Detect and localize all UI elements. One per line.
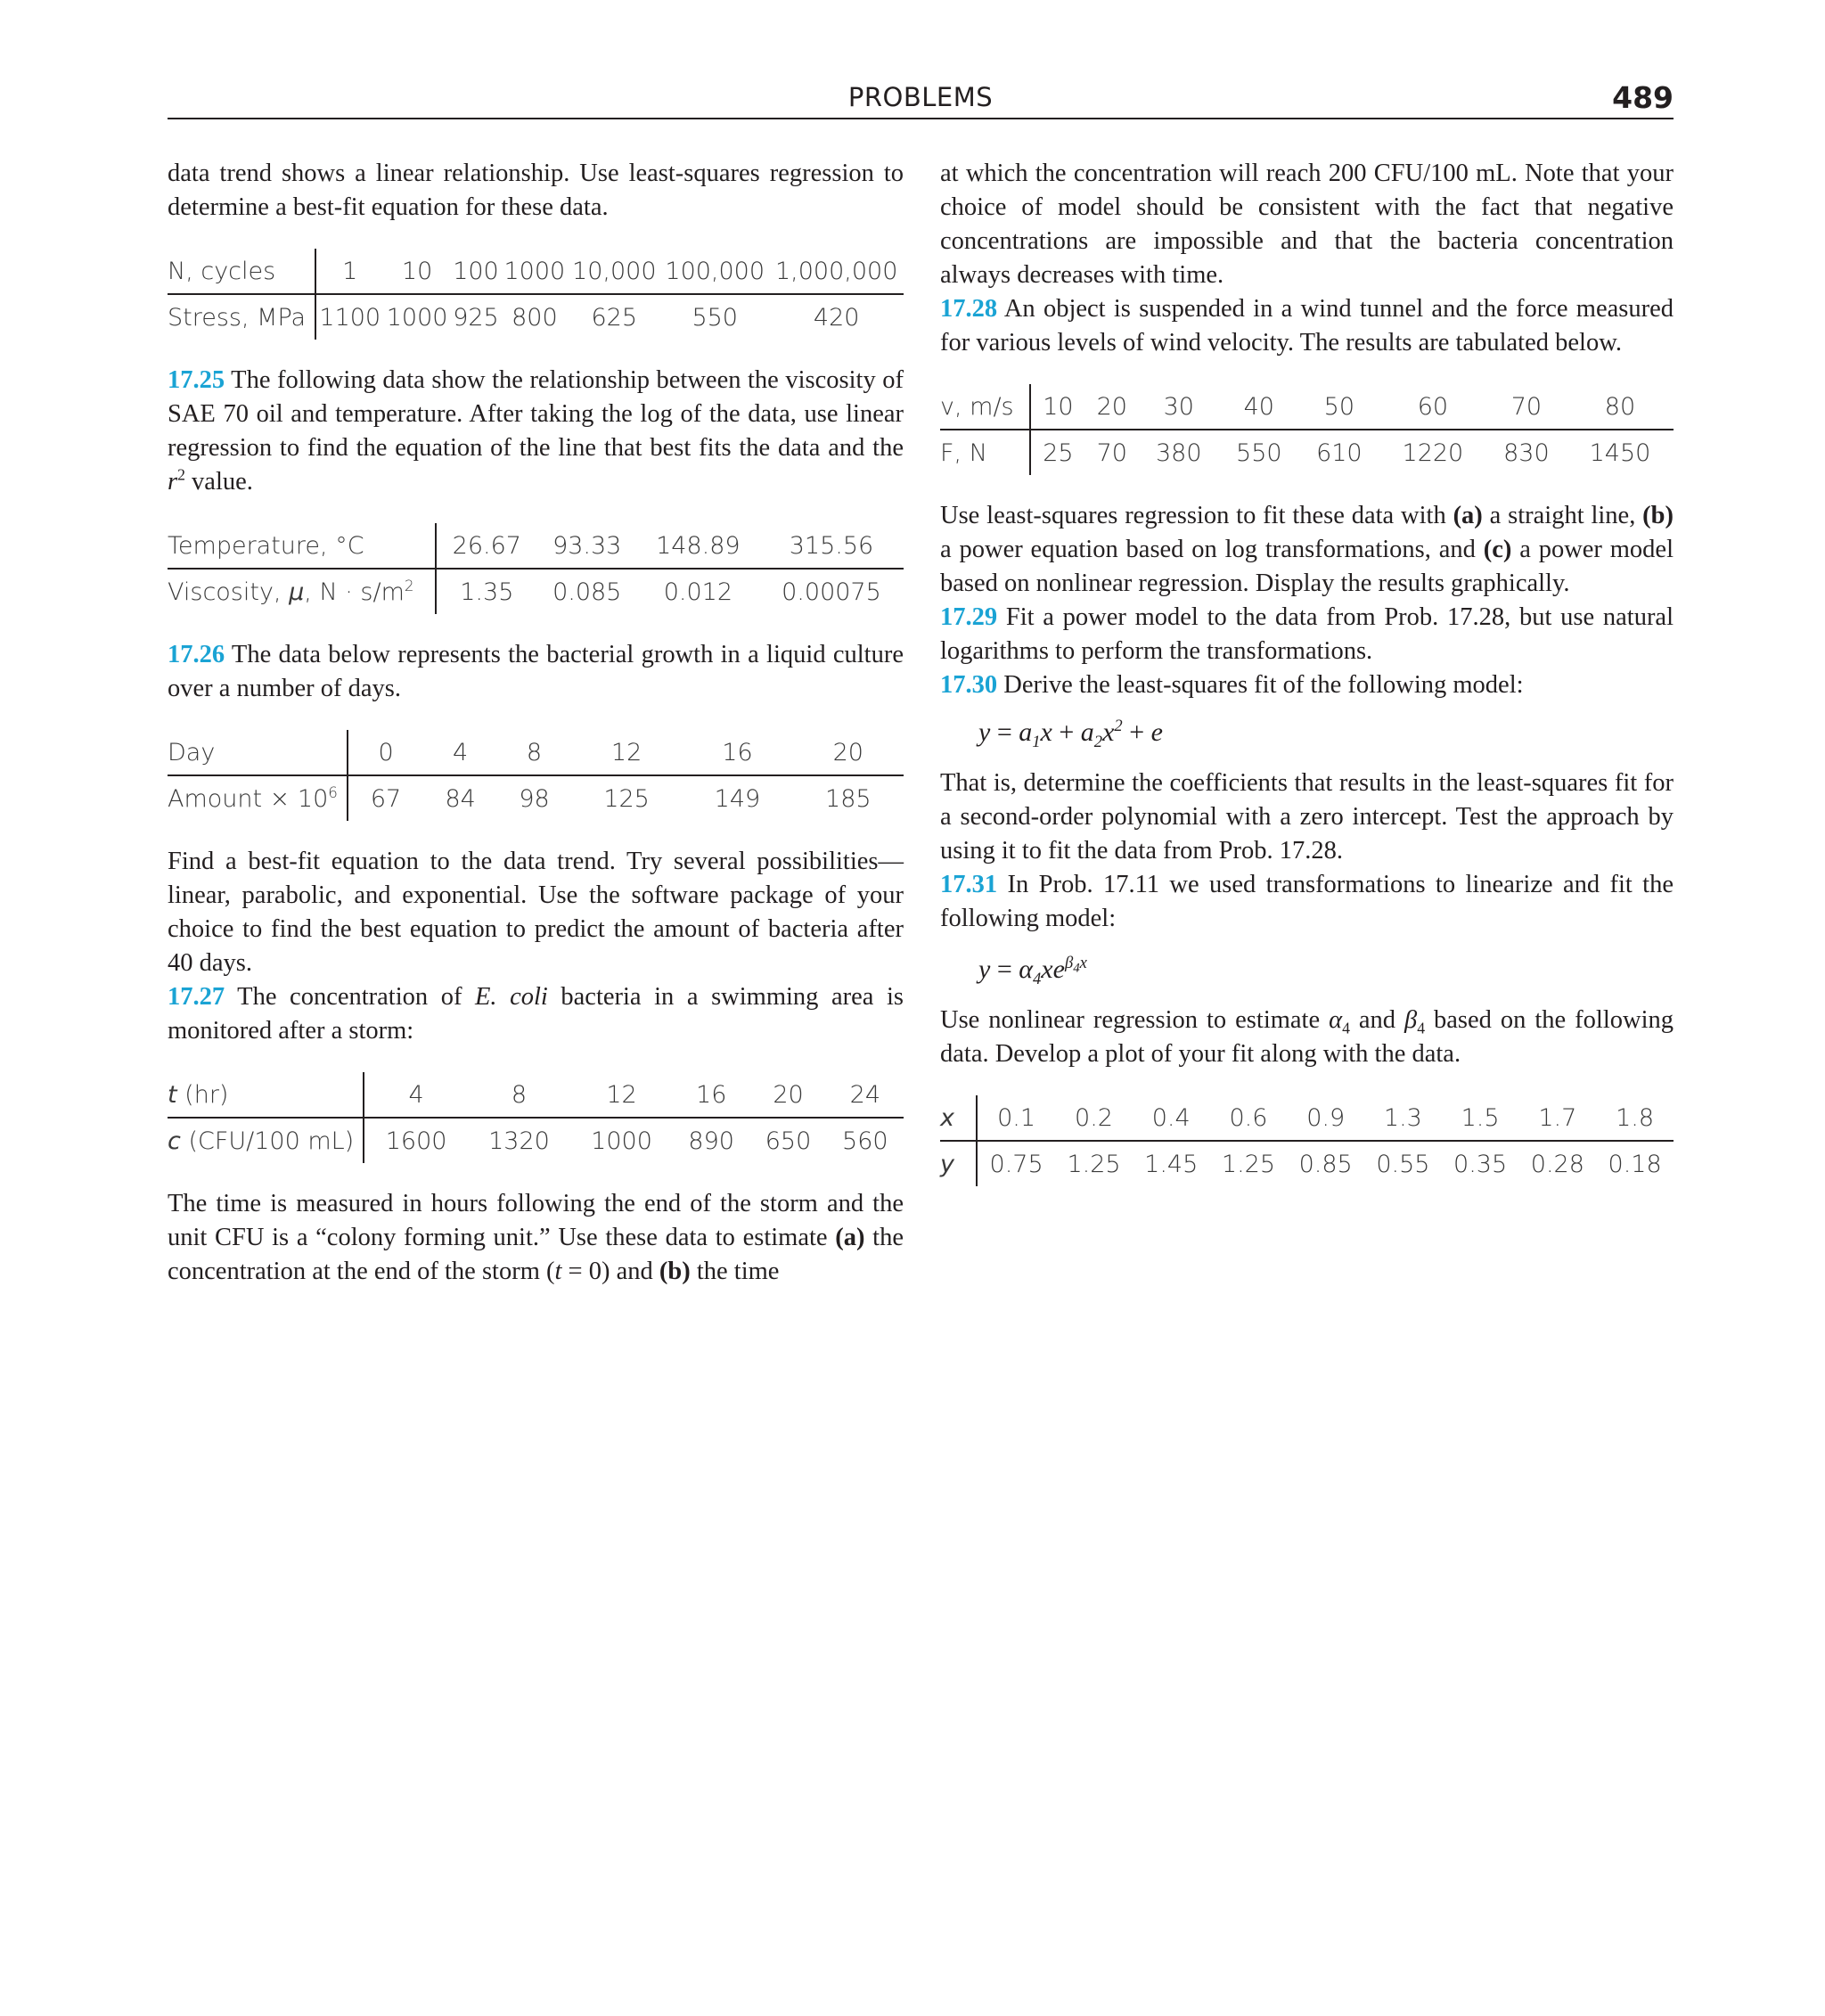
table-cell: 185 — [825, 784, 872, 813]
table-row — [940, 430, 1674, 475]
table-row — [168, 1118, 904, 1163]
table-bacterial-growth — [168, 730, 904, 821]
symbol-y: y — [940, 1150, 954, 1178]
right-column — [940, 157, 1674, 1186]
table-cell: 1450 — [1589, 438, 1651, 467]
header-text: (CFU/100 mL) — [180, 1127, 355, 1155]
symbol-x: x — [940, 1103, 954, 1132]
problem-text: the concentration at the end of the storm ( — [168, 1224, 904, 1285]
problem-text: a power model based on nonlinear regression. Display the results graphically. — [940, 536, 1674, 597]
table-cell: 93.33 — [537, 523, 637, 569]
problem-text: value. — [184, 468, 253, 496]
eq-symbol: xe — [1041, 955, 1065, 984]
table-cell: 26.67 — [436, 523, 537, 569]
table-row — [940, 1095, 1674, 1141]
table-cell: 1.25 — [1067, 1150, 1121, 1178]
eq-exponent: 2 — [1114, 717, 1123, 735]
eq-symbol: e — [1150, 717, 1163, 747]
table-temperature-viscosity — [168, 523, 904, 614]
equation-quadratic-model — [940, 715, 1674, 750]
table-ecoli-concentration — [168, 1072, 904, 1163]
problem-text: The time is measured in hours following the end of the storm and the unit CFU is a “colony forming unit.” Use these data to estimate — [168, 1190, 904, 1251]
table-cell: 16 — [673, 1072, 749, 1118]
table-cell: 70 — [1096, 438, 1127, 467]
table-row — [168, 1072, 904, 1118]
table-cell: 1.45 — [1144, 1150, 1199, 1178]
problem-text: bacteria in a swimming area is monitored after a storm: — [168, 983, 904, 1045]
page-header — [168, 82, 1674, 119]
table-row — [168, 775, 904, 821]
table-cell: 1,000,000 — [769, 249, 904, 294]
table-row — [168, 523, 904, 569]
table-cell: 0.35 — [1453, 1150, 1508, 1178]
row-header: Temperature, °C — [168, 523, 436, 569]
problem-17-26 — [168, 638, 904, 706]
paragraph-continuation: data trend shows a linear relationship. Use least-squares regression to determine a best-fit equation for these data. — [168, 160, 904, 221]
table-cell: 8 — [468, 1072, 570, 1118]
symbol-t: t — [554, 1258, 562, 1285]
problem-text: Derive the least-squares fit of the following model: — [1003, 671, 1524, 699]
problem-text: The following data show the relationship between the viscosity of SAE 70 oil and temperature. After taking the log of the data, use linear regression to find the equation of the line that best fits the data and the — [168, 366, 904, 462]
table-cell: 1100 — [319, 303, 381, 332]
symbol-mu: μ — [289, 578, 305, 606]
header-text: (hr) — [176, 1080, 229, 1109]
table-cell: 24 — [827, 1072, 904, 1118]
table-cell: 20 — [749, 1072, 826, 1118]
eq-subscript: 1 — [1032, 733, 1041, 751]
part-label: (c) — [1483, 536, 1512, 563]
subscript: 4 — [1342, 1019, 1350, 1037]
table-cell: 0.28 — [1530, 1150, 1584, 1178]
problem-17-25: 17.25 The following data show the relationship between the viscosity of SAE 70 oil and temperature. After taking the log of the data, use linear regression to find the equation of the line that best fits the data and the $r^2$ value. — [168, 366, 904, 496]
eq-subscript: 4 — [1073, 961, 1080, 976]
table-cell: 10,000 — [569, 249, 661, 294]
table-cell: 16 — [682, 730, 792, 775]
table-row — [168, 730, 904, 775]
table-cell: 80 — [1567, 384, 1674, 430]
table-cell: 20 — [1085, 384, 1139, 430]
problem-text: An object is suspended in a wind tunnel and the force measured for various levels of wind velocity. The results are tabulated below. — [940, 295, 1674, 356]
table-cell: 380 — [1156, 438, 1202, 467]
table-cell: 12 — [570, 1072, 673, 1118]
problem-number: 17.30 — [940, 671, 998, 699]
table-cell: 0.18 — [1608, 1150, 1662, 1178]
table-cell: 98 — [519, 784, 550, 813]
species-name: E. coli — [475, 983, 548, 1011]
table-cell: 12 — [571, 730, 682, 775]
symbol-alpha: α — [1329, 1006, 1343, 1034]
table-cell: 0.1 — [977, 1095, 1055, 1141]
table-cell: 1000 — [386, 303, 448, 332]
table-cell: 650 — [765, 1127, 812, 1155]
eq-symbol: x — [1040, 717, 1052, 747]
table-cell: 100,000 — [660, 249, 769, 294]
part-label: (b) — [1642, 502, 1674, 529]
paragraph-17-26-body: Find a best-fit equation to the data trend. Try several possibilities—linear, parabolic, and exponential. Use the software package of your choice to find the best equation to predict the amount of bacteria after 40 days. — [168, 848, 904, 977]
table-xy-data — [940, 1095, 1674, 1186]
problem-text: In Prob. 17.11 we used transformations to linearize and fit the following model: — [940, 871, 1674, 932]
symbol-beta: β — [1404, 1006, 1418, 1034]
row-header — [168, 1072, 364, 1118]
table-cell: 0.55 — [1376, 1150, 1430, 1178]
table-cell: 1220 — [1402, 438, 1464, 467]
problem-text: The concentration of — [237, 983, 475, 1011]
problem-number: 17.26 — [168, 641, 225, 668]
table-cell: 10 — [383, 249, 450, 294]
table-cell: 67 — [370, 784, 402, 813]
table-cell: 0.012 — [663, 578, 732, 606]
table-cell: 315.56 — [759, 523, 904, 569]
table-cell: 925 — [453, 303, 499, 332]
problem-text: Use nonlinear regression to estimate — [940, 1006, 1330, 1034]
table-cell: 0.4 — [1133, 1095, 1210, 1141]
paragraph-17-31-body — [940, 1004, 1674, 1071]
eq-subscript: 2 — [1093, 733, 1103, 751]
table-cycles-stress — [168, 249, 904, 340]
table-row — [940, 1141, 1674, 1186]
table-cell: 0.085 — [552, 578, 622, 606]
left-column — [168, 157, 904, 1289]
table-cell: 1.8 — [1596, 1095, 1674, 1141]
paragraph-17-27-body — [168, 1187, 904, 1289]
problem-text: The data below represents the bacterial growth in a liquid culture over a number of days. — [168, 641, 904, 702]
row-header: Stress, MPa — [168, 294, 315, 340]
row-header — [940, 1095, 977, 1141]
table-cell: 30 — [1139, 384, 1219, 430]
eq-symbol: y — [978, 955, 991, 984]
header-text: Amount × 10 — [168, 784, 329, 813]
table-cell: 1.35 — [460, 578, 514, 606]
table-cell: 50 — [1299, 384, 1379, 430]
table-cell: 1.3 — [1364, 1095, 1442, 1141]
table-cell: 610 — [1316, 438, 1363, 467]
eq-symbol: β — [1064, 954, 1074, 972]
table-cell: 1.25 — [1221, 1150, 1276, 1178]
problem-number: 17.28 — [940, 295, 998, 323]
problem-17-27 — [168, 980, 904, 1048]
problem-text: = 0) and — [561, 1258, 659, 1285]
row-header: Viscosity, μ, $N \cdot s/m^2$ — [168, 569, 436, 614]
table-cell: 0.6 — [1210, 1095, 1288, 1141]
table-cell: 420 — [813, 303, 860, 332]
row-header: N, cycles — [168, 249, 315, 294]
table-cell: 149 — [714, 784, 761, 813]
table-cell: 125 — [603, 784, 650, 813]
table-cell: 560 — [842, 1127, 888, 1155]
running-head: PROBLEMS — [847, 82, 994, 112]
table-cell: 25 — [1043, 438, 1074, 467]
table-cell: 1.7 — [1518, 1095, 1596, 1141]
paragraph-17-28-body — [940, 499, 1674, 601]
header-text: Viscosity, — [168, 578, 290, 606]
table-cell: 0.9 — [1287, 1095, 1364, 1141]
table-cell: 1 — [315, 249, 383, 294]
problem-text: Use least-squares regression to fit these data with — [940, 502, 1453, 529]
paragraph-17-30-body: That is, determine the coefficients that results in the least-squares fit for a second-order polynomial with a zero intercept. Test the approach by using it to fit the data from Prob. 17.28. — [940, 769, 1674, 865]
subscript: 4 — [1417, 1019, 1426, 1037]
problem-17-31 — [940, 868, 1674, 936]
problem-17-30 — [940, 668, 1674, 702]
row-header — [940, 1141, 977, 1186]
table-cell: 100 — [451, 249, 501, 294]
eq-operator: + — [1122, 717, 1151, 747]
table-cell: 84 — [445, 784, 476, 813]
table-wind-tunnel — [940, 384, 1674, 475]
table-cell: 0 — [348, 730, 423, 775]
table-cell: 0.2 — [1055, 1095, 1133, 1141]
problem-text: the time — [690, 1258, 780, 1285]
problem-17-28 — [940, 292, 1674, 360]
symbol-c: c — [168, 1127, 181, 1155]
eq-operator: = — [990, 955, 1019, 984]
symbol-r: r — [168, 468, 178, 496]
problem-text: a straight line, — [1482, 502, 1643, 529]
table-cell: 0.85 — [1298, 1150, 1353, 1178]
row-header — [168, 1118, 364, 1163]
part-label: (a) — [1453, 502, 1483, 529]
eq-symbol: α — [1019, 955, 1033, 984]
table-cell: 1.5 — [1442, 1095, 1519, 1141]
table-cell: 1600 — [385, 1127, 447, 1155]
header-text: , N · s/m — [304, 578, 405, 606]
row-header: F, N — [940, 430, 1030, 475]
eq-symbol: y — [978, 717, 991, 747]
table-row — [940, 384, 1674, 430]
eq-symbol: x — [1102, 717, 1115, 747]
table-row — [168, 249, 904, 294]
symbol-t: t — [168, 1080, 177, 1109]
table-cell: 20 — [793, 730, 904, 775]
eq-operator: = — [990, 717, 1019, 747]
exponent: 6 — [328, 783, 338, 801]
equation-saturation-model — [940, 952, 1674, 988]
table-cell: 625 — [591, 303, 638, 332]
eq-symbol: a — [1080, 717, 1094, 747]
table-cell: 1000 — [591, 1127, 652, 1155]
table-cell: 10 — [1030, 384, 1085, 430]
table-cell: 40 — [1219, 384, 1299, 430]
problem-number: 17.27 — [168, 983, 225, 1011]
part-label: (a) — [835, 1224, 865, 1251]
problem-number: 17.29 — [940, 603, 998, 631]
problem-text: and — [1349, 1006, 1405, 1034]
problem-text: a power equation based on log transformations, and — [940, 536, 1484, 563]
eq-subscript: 4 — [1033, 970, 1042, 988]
table-cell: 4 — [423, 730, 497, 775]
problem-number: 17.31 — [940, 871, 998, 898]
table-cell: 1000 — [501, 249, 568, 294]
problem-number: 17.25 — [168, 366, 225, 394]
table-cell: 60 — [1379, 384, 1486, 430]
table-cell: 148.89 — [637, 523, 759, 569]
eq-symbol: x — [1079, 954, 1087, 972]
problem-text: Fit a power model to the data from Prob. 17.28, but use natural logarithms to perform the transformations. — [940, 603, 1674, 665]
eq-operator: + — [1052, 717, 1081, 747]
table-row — [168, 569, 904, 614]
table-cell: 550 — [1236, 438, 1282, 467]
table-cell: 0.75 — [989, 1150, 1043, 1178]
row-header: v, m/s — [940, 384, 1030, 430]
eq-symbol: a — [1019, 717, 1033, 747]
table-cell: 1320 — [488, 1127, 550, 1155]
table-cell: 70 — [1486, 384, 1567, 430]
table-cell: 0.00075 — [782, 578, 881, 606]
table-cell: 890 — [688, 1127, 734, 1155]
table-cell: 4 — [364, 1072, 468, 1118]
problem-17-29 — [940, 601, 1674, 668]
table-row — [168, 294, 904, 340]
table-cell: 800 — [511, 303, 558, 332]
table-cell: 550 — [692, 303, 738, 332]
table-cell: 830 — [1503, 438, 1550, 467]
problem-text: based on the following data. Develop a plot of your fit along with the data. — [940, 1006, 1674, 1068]
row-header: Day — [168, 730, 348, 775]
part-label: (b) — [659, 1258, 691, 1285]
row-header — [168, 775, 348, 821]
table-cell: 8 — [497, 730, 571, 775]
paragraph-continuation: at which the concentration will reach 200 CFU/100 mL. Note that your choice of model should be consistent with the fact that negative concentrations are impossible and that the bacteria concentration always decreases with time. — [940, 160, 1674, 289]
page-number: 489 — [1612, 80, 1674, 115]
